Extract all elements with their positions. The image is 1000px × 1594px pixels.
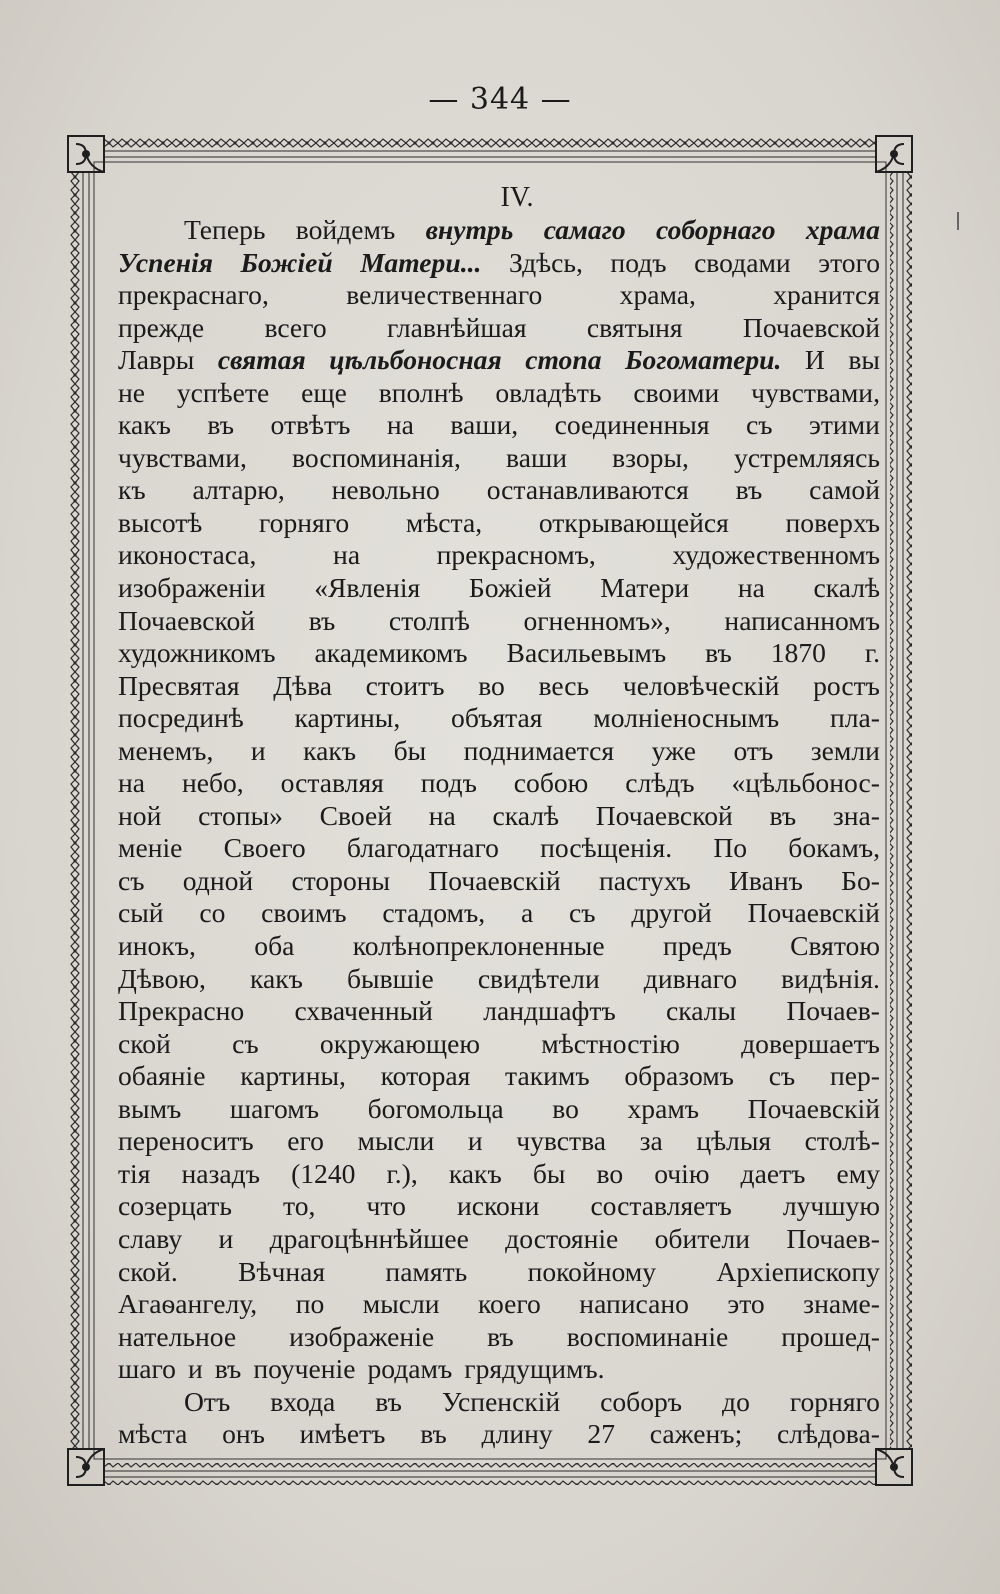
word: войдемъ [295,214,396,245]
text-line [118,507,880,540]
word: своими [633,376,720,408]
word: устремляясь [734,441,880,473]
text-line [118,1288,880,1321]
word: святыня [586,311,683,343]
word: мѣста, [405,506,483,538]
word: воспоминанія, [292,441,461,473]
word: дивнаго [643,962,738,994]
text-line [118,1418,880,1451]
word: художественномъ [672,539,880,571]
word: прекраснаго, [118,279,269,311]
word: ской [118,1027,171,1059]
word: 27 [587,1418,616,1450]
word: саженъ; [649,1418,743,1450]
word: какъ [118,409,171,441]
word: въ [735,474,763,506]
word: высотѣ [118,506,203,538]
word: лучшую [782,1190,880,1222]
word: Почаев- [786,995,880,1027]
word: молніеноснымъ [593,702,780,734]
word: этого [818,246,880,278]
word: соборъ [600,1385,683,1417]
word: стороны [291,864,391,896]
word: во [552,1092,579,1124]
word: горняго [789,1385,880,1417]
word: Своей [319,799,393,831]
word: тія [118,1157,151,1189]
word: изображеніе [289,1320,435,1352]
word: очію [654,1157,710,1189]
word: чувства [516,1125,606,1157]
word: «Явленія [314,572,421,604]
word: алтарю, [192,474,285,506]
word: написанномъ [724,604,880,636]
word: обители [654,1222,751,1254]
word: чувствами, [751,376,880,408]
word: какъ [303,734,357,766]
word: отвѣтъ [270,409,351,441]
word: невольно [331,474,440,506]
word: свидѣтели [477,962,600,994]
text-line [118,279,880,312]
text-line [118,995,880,1028]
word: бы [532,1157,566,1189]
word: вымъ [118,1092,182,1124]
word: г.), [386,1157,418,1189]
word: съ [118,864,145,896]
word: схваченный [294,995,433,1027]
word: то, [283,1190,316,1222]
word: чувствами, [118,441,247,473]
word: въ [420,1418,447,1450]
word: скалѣ [492,799,559,831]
word: одной [182,864,254,896]
text-line [118,1190,880,1223]
word: Успенскій [441,1385,561,1417]
word: внутрь [425,214,514,245]
word: «цѣльбонос- [731,767,880,799]
word: взоры, [612,441,689,473]
word: величественнаго [346,279,543,311]
word: имѣетъ [299,1418,386,1450]
page-number: — 344 — [428,82,572,117]
word: назадъ [181,1157,260,1189]
word: и [467,1125,483,1157]
word: цѣлыя [696,1125,772,1157]
word: составляетъ [590,1190,732,1222]
text-line [118,1223,880,1256]
word: нательное [118,1320,237,1352]
word: картины, [294,702,401,734]
text-line [118,930,880,963]
word: бы [393,734,427,766]
word: длину [481,1418,553,1450]
word: что [366,1190,406,1222]
word: По [713,832,748,864]
text-line [118,897,880,930]
text-line [118,1093,880,1126]
word: Иванъ [729,864,803,896]
text-line [118,735,880,768]
text-line [118,312,880,345]
word: поученіе [253,1353,356,1385]
text-line [118,442,880,475]
text-line [118,767,880,800]
word: Вѣчная [238,1255,326,1287]
word: огненномъ», [523,604,671,636]
word: прекрасномъ, [436,539,596,571]
word: вы [848,344,880,376]
word: обаяніе [118,1060,206,1092]
word: художникомъ [118,637,276,669]
word: благодатнаго [346,832,499,864]
word: созерцать [118,1190,232,1222]
word: во [596,1157,624,1189]
word: оставляя [280,767,384,799]
word: знаме- [803,1288,880,1320]
word: прежде [118,311,205,343]
word: инокъ, [118,930,196,962]
word: ландшафтъ [483,995,616,1027]
word: Почаевской [118,604,256,636]
main-text [118,182,880,1451]
word: стадомъ, [382,897,486,929]
paragraph-lines [118,214,880,1451]
word: съ [768,1060,796,1092]
word: останавливаются [486,474,689,506]
word: бокамъ, [788,832,880,864]
word: мѣста [118,1418,188,1450]
word: слѣдова- [776,1418,880,1450]
word: на [118,767,146,799]
word: открывающейся [538,506,729,538]
word: прошед- [781,1320,880,1352]
word: меніе [118,832,183,864]
word: это [727,1288,765,1320]
text-line [118,865,880,898]
section-heading: IV. [500,182,534,213]
word: ваши, [450,409,519,441]
word: какъ [448,1157,502,1189]
word: славу [118,1222,183,1254]
word: родамъ [367,1353,453,1385]
text-line [118,637,880,670]
word: Агаѳангелу, [118,1288,258,1320]
word: съ [746,409,773,441]
word: сводами [694,246,791,278]
word: въ [308,604,336,636]
word: на [333,539,361,571]
text-line [118,539,880,572]
word: Богоматери. [625,344,782,376]
text-line [118,344,880,377]
text-line [118,572,880,605]
text-line [118,1125,880,1158]
word: храмъ [627,1092,700,1124]
text-line [118,409,880,442]
margin-mark [957,212,959,230]
word: столпѣ [388,604,470,636]
word: небо, [181,767,244,799]
word: достояніе [505,1222,619,1254]
word: переноситъ [118,1125,254,1157]
word: овладѣть [495,376,602,408]
text-line [118,702,880,735]
text-line [118,214,880,247]
word: Бо- [841,864,880,896]
word: окружающею [319,1027,480,1059]
word: Почаевскій [747,897,880,929]
word: самаго [543,214,626,245]
word: главнѣйшая [386,311,527,343]
word: довершаетъ [741,1027,880,1059]
text-line [118,1158,880,1191]
word: иконостаса, [118,539,257,571]
text-line [118,474,880,507]
word: Пресвятая [118,669,240,701]
text-line [118,670,880,703]
word: Почаевскій [428,864,561,896]
word: богомольца [367,1092,504,1124]
word: скалѣ [813,572,880,604]
word: Почаевской [742,311,880,343]
word: съ [232,1027,259,1059]
word: драгоцѣннѣйшее [269,1222,469,1254]
word: со [199,897,226,929]
word: соборнаго [656,214,776,245]
word: и [218,1222,234,1254]
text-line [118,832,880,865]
word: Отъ [184,1385,231,1417]
word: и [187,1353,203,1385]
word: Здѣсь, [508,246,583,278]
word: память [385,1255,468,1287]
word: менемъ, [118,734,214,766]
text-line [118,377,880,410]
word: искони [456,1190,540,1222]
word: собою [513,767,589,799]
word: грядущимъ. [464,1353,605,1385]
word: горняго [259,506,350,538]
word: въ [487,1320,514,1352]
word: своимъ [261,897,347,929]
word: и [250,734,266,766]
word: академикомъ [314,637,468,669]
word: вполнѣ [378,376,464,408]
word: Архіепископу [716,1255,880,1287]
text-line [118,800,880,833]
word: ной [118,799,162,831]
word: образомъ [624,1060,734,1092]
word: до [722,1385,750,1417]
word: подъ [610,246,667,278]
word: за [639,1125,663,1157]
word: храма [805,214,880,245]
word: ской. [118,1255,178,1287]
text-line [118,1028,880,1061]
word: объятая [451,702,543,734]
word: подъ [420,767,477,799]
word: мѣстностію [541,1027,680,1059]
word: онъ [222,1418,265,1450]
word: 1870 [770,637,826,669]
word: сый [118,897,164,929]
word: храма, [619,279,696,311]
word: (1240 [291,1157,356,1189]
text-line [118,1256,880,1289]
word: стопы» [198,799,283,831]
text-line [118,247,880,280]
word: во [478,669,505,701]
word: входа [270,1385,336,1417]
word: весь [538,669,590,701]
word: хранится [773,279,880,311]
word: пла- [829,702,880,734]
word: скалы [666,995,737,1027]
word: въ [705,637,732,669]
word: г. [864,637,880,669]
word: такимъ [505,1060,590,1092]
word: картины, [240,1060,346,1092]
word: зна- [832,799,880,831]
word: ростъ [813,669,880,701]
word: столѣ- [804,1125,880,1157]
word: ему [836,1157,880,1189]
word: этими [809,409,880,441]
word: мысли [357,1125,435,1157]
word: шаго [118,1353,176,1385]
word: Матери... [360,246,482,278]
word: оба [254,930,295,962]
word: пер- [829,1060,880,1092]
word: изображеніи [118,572,266,604]
text-line [118,1386,880,1419]
word: посрединѣ [118,702,244,734]
word: Почаевскій [747,1092,880,1124]
text-line [118,1060,880,1093]
text-line [118,1353,880,1386]
word: въ [769,799,797,831]
word: И [804,344,825,376]
word: написано [579,1288,689,1320]
word: поверхъ [785,506,880,538]
word: мысли [362,1288,440,1320]
word: всего [264,311,327,343]
word: цѣльбоносная [329,344,502,376]
word: Почаевской [595,799,733,831]
word: человѣческій [622,669,780,701]
word: отъ [733,734,774,766]
word: Успенія [118,246,213,278]
word: колѣнопреклоненные [352,930,605,962]
word: на [428,799,456,831]
word: пастухъ [598,864,691,896]
word: коего [478,1288,541,1320]
word: еще [301,376,347,408]
word: какъ [250,962,303,994]
word: покойному [527,1255,657,1287]
word: Своего [223,832,306,864]
word: въ [207,409,235,441]
word: Дѣва [273,669,332,701]
word: Дѣвою, [118,962,206,994]
word: не [118,376,146,408]
text-line [118,1321,880,1354]
word: соединенныя [554,409,710,441]
word: на [386,409,414,441]
word: самой [809,474,880,506]
word: Васильевымъ [506,637,667,669]
word: къ [118,474,146,506]
word: въ [214,1353,242,1385]
word: а [520,897,534,929]
word: Святою [790,930,880,962]
word: съ [569,897,596,929]
word: видѣнія. [781,962,880,994]
word: на [737,572,765,604]
word: по [295,1288,325,1320]
word: ваши [506,441,567,473]
word: успѣете [176,376,270,408]
word: которая [380,1060,471,1092]
word: другой [631,897,712,929]
word: Прекрасно [118,995,245,1027]
word: Божіей [240,246,333,278]
text-line [118,963,880,996]
word: Матери [600,572,690,604]
word: Лавры [118,344,195,376]
word: его [287,1125,324,1157]
word: уже [651,734,696,766]
word: земли [810,734,880,766]
word: стопа [525,344,602,376]
word: святая [217,344,306,376]
word: Теперь [184,214,266,245]
word: шагомъ [229,1092,320,1124]
word: даетъ [740,1157,806,1189]
text-line [118,605,880,638]
word: поднимается [463,734,615,766]
word: посѣщенія. [540,832,673,864]
word: воспоминаніе [566,1320,729,1352]
word: въ [375,1385,402,1417]
word: Почаев- [786,1222,880,1254]
word: бывшіе [346,962,434,994]
word: стоитъ [365,669,445,701]
word: слѣдъ [625,767,695,799]
word: предъ [662,930,732,962]
word: Божіей [468,572,552,604]
